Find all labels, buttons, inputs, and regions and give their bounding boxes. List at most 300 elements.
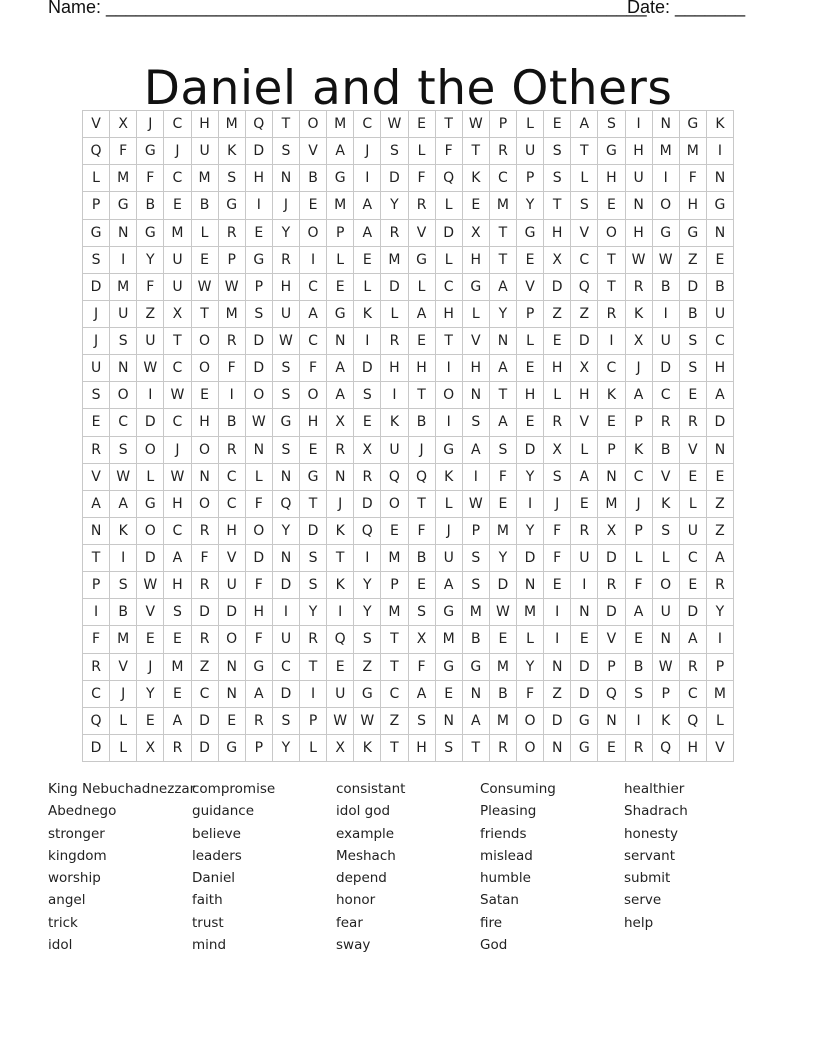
grid-letter: T — [436, 111, 463, 138]
word-list-item: God — [480, 937, 508, 954]
grid-letter: T — [490, 247, 517, 274]
grid-letter: Y — [137, 247, 164, 274]
grid-letter: R — [490, 138, 517, 165]
grid-letter: E — [219, 708, 246, 735]
grid-letter: Q — [409, 464, 436, 491]
grid-letter: Y — [273, 735, 300, 762]
grid-letter: A — [571, 111, 598, 138]
grid-letter: D — [83, 274, 110, 301]
grid-letter: C — [83, 681, 110, 708]
grid-letter: L — [110, 708, 137, 735]
grid-letter: I — [707, 626, 734, 653]
grid-letter: I — [300, 681, 327, 708]
grid-letter: G — [354, 681, 381, 708]
grid-letter: Y — [490, 301, 517, 328]
grid-letter: F — [626, 572, 653, 599]
grid-letter: U — [653, 599, 680, 626]
grid-letter: A — [409, 301, 436, 328]
grid-letter: Z — [707, 491, 734, 518]
grid-letter: U — [571, 545, 598, 572]
grid-letter: J — [544, 491, 571, 518]
grid-letter: N — [626, 192, 653, 219]
word-list-item: King Nebuchadnezzar — [48, 781, 196, 797]
grid-letter: J — [626, 355, 653, 382]
grid-letter: G — [436, 599, 463, 626]
grid-letter: W — [164, 382, 191, 409]
grid-letter: X — [354, 437, 381, 464]
grid-letter: J — [137, 654, 164, 681]
grid-letter: P — [653, 681, 680, 708]
grid-letter: L — [436, 192, 463, 219]
grid-letter: D — [300, 518, 327, 545]
grid-letter: M — [436, 626, 463, 653]
word-list-column — [336, 778, 476, 956]
grid-letter: W — [354, 708, 381, 735]
grid-letter: E — [83, 409, 110, 436]
grid-letter: Z — [137, 301, 164, 328]
grid-letter: Q — [598, 681, 625, 708]
grid-letter: G — [327, 301, 354, 328]
grid-letter: Y — [300, 599, 327, 626]
grid-letter: D — [680, 274, 707, 301]
grid-letter: J — [626, 491, 653, 518]
grid-letter: C — [707, 328, 734, 355]
grid-letter: R — [490, 735, 517, 762]
grid-letter: D — [571, 654, 598, 681]
grid-letter: M — [192, 165, 219, 192]
grid-letter: U — [192, 138, 219, 165]
grid-letter: A — [83, 491, 110, 518]
grid-letter: D — [436, 220, 463, 247]
grid-letter: C — [680, 545, 707, 572]
grid-letter: Y — [707, 599, 734, 626]
grid-letter: W — [653, 247, 680, 274]
grid-letter: D — [192, 599, 219, 626]
grid-letter: O — [192, 355, 219, 382]
grid-letter: Q — [83, 708, 110, 735]
grid-letter: A — [110, 491, 137, 518]
word-list-item: Abednego — [48, 803, 117, 820]
grid-letter: G — [83, 220, 110, 247]
grid-letter: V — [83, 464, 110, 491]
grid-letter: C — [598, 355, 625, 382]
grid-letter: T — [192, 301, 219, 328]
grid-letter: N — [83, 518, 110, 545]
grid-letter: S — [83, 382, 110, 409]
grid-letter: G — [327, 165, 354, 192]
grid-letter: A — [571, 464, 598, 491]
grid-letter: H — [219, 518, 246, 545]
grid-letter: K — [381, 409, 408, 436]
grid-letter: Q — [653, 735, 680, 762]
grid-letter: G — [110, 192, 137, 219]
grid-letter: R — [192, 572, 219, 599]
grid-letter: N — [653, 626, 680, 653]
grid-letter: H — [300, 409, 327, 436]
grid-letter: R — [246, 708, 273, 735]
grid-letter: G — [137, 491, 164, 518]
grid-letter: O — [653, 572, 680, 599]
grid-letter: L — [300, 735, 327, 762]
grid-letter: Y — [517, 464, 544, 491]
grid-letter: I — [544, 626, 571, 653]
grid-letter: R — [409, 192, 436, 219]
grid-letter: S — [300, 545, 327, 572]
grid-letter: S — [273, 138, 300, 165]
grid-letter: F — [137, 165, 164, 192]
grid-letter: R — [680, 409, 707, 436]
grid-letter: P — [83, 192, 110, 219]
grid-letter: K — [626, 301, 653, 328]
word-list-item: angel — [48, 892, 86, 909]
grid-letter: V — [571, 220, 598, 247]
grid-letter: E — [680, 382, 707, 409]
grid-letter: O — [517, 735, 544, 762]
word-list-item: guidance — [192, 803, 255, 820]
grid-letter: T — [490, 220, 517, 247]
grid-letter: M — [164, 220, 191, 247]
grid-letter: S — [680, 328, 707, 355]
grid-letter: N — [327, 328, 354, 355]
grid-letter: D — [381, 165, 408, 192]
word-list-item: depend — [336, 870, 387, 887]
word-list-item: healthier — [624, 781, 685, 797]
grid-letter: G — [137, 138, 164, 165]
grid-letter: Q — [273, 491, 300, 518]
grid-letter: X — [544, 437, 571, 464]
grid-letter: M — [381, 247, 408, 274]
grid-letter: S — [653, 518, 680, 545]
word-list-column — [48, 778, 196, 956]
grid-letter: J — [137, 111, 164, 138]
grid-letter: E — [246, 220, 273, 247]
grid-letter: D — [653, 355, 680, 382]
grid-letter: T — [273, 111, 300, 138]
grid-letter: S — [164, 599, 191, 626]
grid-letter: E — [544, 111, 571, 138]
grid-letter: X — [137, 735, 164, 762]
grid-letter: D — [598, 599, 625, 626]
grid-letter: E — [436, 681, 463, 708]
grid-letter: E — [354, 247, 381, 274]
grid-letter: G — [219, 735, 246, 762]
grid-letter: I — [354, 328, 381, 355]
grid-letter: R — [327, 437, 354, 464]
grid-letter: R — [680, 654, 707, 681]
grid-letter: S — [544, 138, 571, 165]
grid-letter: D — [246, 328, 273, 355]
grid-letter: F — [110, 138, 137, 165]
grid-letter: I — [327, 599, 354, 626]
grid-letter: Y — [354, 572, 381, 599]
grid-letter: Z — [680, 247, 707, 274]
word-list-column — [624, 778, 764, 934]
grid-letter: L — [327, 247, 354, 274]
grid-letter: S — [409, 708, 436, 735]
grid-letter: E — [300, 437, 327, 464]
grid-letter: V — [110, 654, 137, 681]
grid-letter: D — [137, 409, 164, 436]
grid-letter: W — [192, 274, 219, 301]
grid-letter: H — [381, 355, 408, 382]
grid-letter: G — [273, 409, 300, 436]
grid-letter: H — [246, 599, 273, 626]
grid-letter: R — [381, 220, 408, 247]
grid-letter: E — [300, 192, 327, 219]
grid-letter: H — [192, 409, 219, 436]
word-list-item: mislead — [480, 847, 533, 864]
grid-letter: U — [164, 247, 191, 274]
grid-letter: U — [164, 274, 191, 301]
grid-letter: Q — [246, 111, 273, 138]
grid-letter: E — [517, 355, 544, 382]
grid-letter: V — [707, 735, 734, 762]
grid-letter: J — [83, 301, 110, 328]
grid-letter: M — [110, 626, 137, 653]
grid-letter: D — [544, 274, 571, 301]
grid-letter: B — [490, 681, 517, 708]
grid-letter: L — [571, 437, 598, 464]
word-list-item: honor — [336, 892, 376, 909]
grid-letter: E — [571, 491, 598, 518]
grid-letter: F — [517, 681, 544, 708]
grid-letter: N — [544, 735, 571, 762]
grid-letter: D — [192, 708, 219, 735]
grid-letter: O — [300, 382, 327, 409]
grid-letter: I — [626, 708, 653, 735]
grid-letter: G — [300, 464, 327, 491]
grid-letter: A — [490, 355, 517, 382]
grid-letter: V — [598, 626, 625, 653]
grid-letter: E — [327, 654, 354, 681]
grid-letter: Q — [571, 274, 598, 301]
grid-letter: O — [300, 111, 327, 138]
grid-letter: N — [463, 681, 490, 708]
grid-letter: F — [300, 355, 327, 382]
grid-letter: V — [571, 409, 598, 436]
grid-letter: Q — [680, 708, 707, 735]
grid-letter: Y — [273, 220, 300, 247]
date-field: Date: _______ — [627, 0, 746, 17]
grid-letter: A — [463, 437, 490, 464]
grid-letter: L — [192, 220, 219, 247]
grid-letter: S — [463, 409, 490, 436]
grid-letter: S — [110, 328, 137, 355]
grid-letter: D — [517, 437, 544, 464]
grid-letter: I — [137, 382, 164, 409]
grid-letter: I — [246, 192, 273, 219]
grid-letter: S — [273, 382, 300, 409]
grid-letter: M — [490, 708, 517, 735]
grid-letter: H — [409, 355, 436, 382]
grid-letter: L — [571, 165, 598, 192]
grid-letter: C — [164, 518, 191, 545]
grid-letter: P — [246, 274, 273, 301]
grid-letter: J — [83, 328, 110, 355]
grid-letter: E — [571, 626, 598, 653]
grid-letter: E — [626, 626, 653, 653]
grid-letter: K — [707, 111, 734, 138]
grid-letter: F — [137, 274, 164, 301]
grid-letter: B — [707, 274, 734, 301]
grid-letter: L — [626, 545, 653, 572]
grid-letter: H — [626, 220, 653, 247]
word-list — [48, 778, 778, 958]
grid-letter: K — [110, 518, 137, 545]
grid-letter: T — [300, 654, 327, 681]
grid-letter: A — [300, 301, 327, 328]
grid-letter: X — [110, 111, 137, 138]
grid-letter: S — [381, 138, 408, 165]
grid-letter: J — [273, 192, 300, 219]
grid-letter: H — [544, 220, 571, 247]
grid-letter: M — [327, 192, 354, 219]
grid-letter: I — [463, 464, 490, 491]
grid-letter: D — [571, 681, 598, 708]
grid-letter: W — [327, 708, 354, 735]
grid-letter: S — [626, 681, 653, 708]
grid-letter: M — [381, 545, 408, 572]
grid-letter: I — [707, 138, 734, 165]
grid-letter: X — [544, 247, 571, 274]
grid-letter: G — [598, 138, 625, 165]
grid-letter: H — [463, 355, 490, 382]
grid-letter: E — [164, 626, 191, 653]
grid-letter: G — [653, 220, 680, 247]
grid-letter: E — [598, 192, 625, 219]
grid-letter: C — [219, 491, 246, 518]
grid-letter: S — [110, 437, 137, 464]
grid-letter: P — [626, 409, 653, 436]
grid-letter: A — [707, 382, 734, 409]
grid-letter: H — [680, 192, 707, 219]
grid-letter: M — [517, 599, 544, 626]
grid-letter: S — [680, 355, 707, 382]
grid-letter: D — [490, 572, 517, 599]
grid-letter: T — [381, 735, 408, 762]
grid-letter: W — [381, 111, 408, 138]
grid-letter: C — [164, 111, 191, 138]
word-list-item: fire — [480, 914, 503, 931]
grid-letter: I — [83, 599, 110, 626]
grid-letter: D — [598, 545, 625, 572]
grid-letter: O — [436, 382, 463, 409]
grid-letter: W — [137, 572, 164, 599]
grid-letter: S — [246, 301, 273, 328]
grid-letter: S — [544, 165, 571, 192]
grid-letter: K — [598, 382, 625, 409]
grid-letter: P — [246, 735, 273, 762]
grid-letter: E — [680, 464, 707, 491]
grid-letter: A — [327, 382, 354, 409]
grid-letter: F — [544, 545, 571, 572]
grid-letter: R — [544, 409, 571, 436]
grid-letter: H — [544, 355, 571, 382]
grid-letter: F — [409, 165, 436, 192]
grid-letter: I — [517, 491, 544, 518]
grid-letter: H — [273, 274, 300, 301]
grid-letter: W — [463, 491, 490, 518]
word-list-item: compromise — [192, 781, 276, 797]
grid-letter: P — [707, 654, 734, 681]
grid-letter: X — [463, 220, 490, 247]
grid-letter: U — [626, 165, 653, 192]
grid-letter: E — [354, 409, 381, 436]
grid-letter: E — [192, 382, 219, 409]
word-list-item: idol — [48, 937, 73, 954]
grid-letter: H — [164, 491, 191, 518]
grid-letter: G — [571, 735, 598, 762]
grid-letter: A — [707, 545, 734, 572]
grid-letter: S — [219, 165, 246, 192]
word-list-item: kingdom — [48, 847, 107, 864]
grid-letter: D — [571, 328, 598, 355]
grid-letter: V — [653, 464, 680, 491]
grid-letter: W — [653, 654, 680, 681]
word-list-item: trust — [192, 914, 224, 931]
grid-letter: P — [327, 220, 354, 247]
grid-letter: A — [354, 220, 381, 247]
word-list-item: Meshach — [336, 847, 396, 864]
grid-letter: N — [707, 437, 734, 464]
grid-letter: P — [517, 165, 544, 192]
word-list-item: Consuming — [480, 781, 556, 797]
grid-letter: S — [110, 572, 137, 599]
grid-letter: M — [490, 518, 517, 545]
grid-letter: S — [571, 192, 598, 219]
grid-letter: U — [327, 681, 354, 708]
word-list-item: serve — [624, 892, 662, 909]
grid-letter: M — [381, 599, 408, 626]
grid-letter: T — [381, 626, 408, 653]
grid-letter: S — [354, 382, 381, 409]
grid-letter: F — [219, 355, 246, 382]
name-field: Name: ______________________________________________________ — [48, 0, 647, 17]
grid-letter: D — [707, 409, 734, 436]
word-list-item: Pleasing — [480, 803, 537, 820]
grid-letter: A — [436, 572, 463, 599]
grid-letter: U — [517, 138, 544, 165]
grid-letter: C — [192, 681, 219, 708]
grid-letter: A — [164, 708, 191, 735]
grid-letter: D — [517, 545, 544, 572]
grid-letter: T — [598, 274, 625, 301]
grid-letter: T — [409, 491, 436, 518]
grid-letter: W — [626, 247, 653, 274]
grid-letter: D — [246, 355, 273, 382]
grid-letter: W — [490, 599, 517, 626]
grid-letter: V — [680, 437, 707, 464]
grid-letter: U — [83, 355, 110, 382]
grid-letter: F — [83, 626, 110, 653]
grid-letter: K — [219, 138, 246, 165]
grid-letter: A — [409, 681, 436, 708]
grid-letter: R — [598, 572, 625, 599]
grid-letter: A — [626, 599, 653, 626]
grid-letter: B — [409, 545, 436, 572]
grid-letter: P — [598, 437, 625, 464]
grid-letter: U — [273, 626, 300, 653]
grid-letter: S — [300, 572, 327, 599]
grid-letter: T — [409, 382, 436, 409]
word-list-item: idol god — [336, 803, 391, 820]
grid-letter: H — [598, 165, 625, 192]
grid-letter: R — [598, 301, 625, 328]
word-search-grid — [82, 110, 734, 762]
grid-letter: C — [164, 165, 191, 192]
grid-letter: T — [436, 328, 463, 355]
grid-letter: B — [137, 192, 164, 219]
